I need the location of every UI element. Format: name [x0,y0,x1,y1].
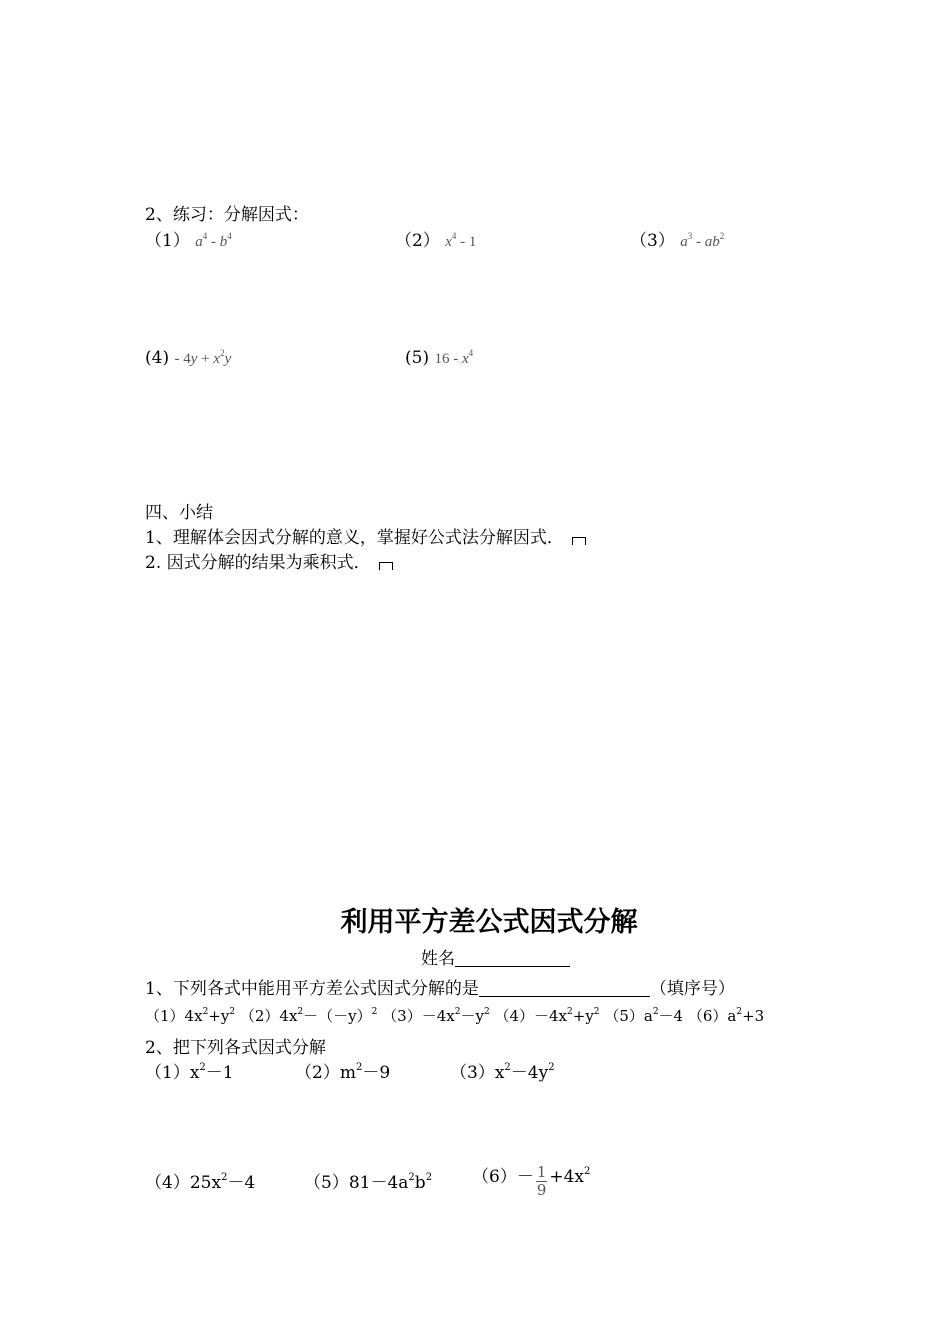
exercise-heading: 2、练习：分解因式： [145,205,309,225]
q2-item-2: $(2)m^2-9$ [295,1062,391,1083]
option-2: $(2)4x^2-(-y)^2$ [239,1007,378,1025]
paragraph-mark-icon [379,562,393,570]
option-3: $(3)-4x^2-y^2$ [382,1007,490,1025]
item-expression: - $4y + x^2y$ [174,348,232,367]
item-label: （3） [630,231,675,251]
item-expression: $a^4 - b^4$ [195,231,232,250]
item-expression: $x^4 - 1$ [445,231,477,250]
paragraph-mark-icon [572,537,586,545]
exercise-item-5 [405,348,473,368]
option-6: $(6)a^2+3$ [687,1007,765,1025]
summary-line-1: 1、理解体会因式分解的意义，掌握好公式法分解因式． [145,523,586,548]
item-label: （1） [145,231,190,251]
worksheet-title: 利用平方差公式因式分解 [340,907,638,938]
exercise-item-3 [630,226,724,251]
q2-item-1: $(1)x^2-1$ [145,1062,234,1083]
option-4: $(4)-4x^2+y^2$ [494,1007,600,1025]
answer-blank[interactable] [479,978,650,997]
exercise-item-1 [145,226,232,251]
fraction: $\frac{1}{9}$ [536,1163,547,1199]
q2-item-4: $(4)25x^2-4$ [145,1172,256,1193]
item-label: （2） [395,231,440,251]
exercise-item-4 [145,348,231,368]
item-label: (5) [405,348,430,368]
summary-line-2: 2. 因式分解的结果为乘积式． [145,548,393,573]
name-label: 姓名 [421,949,455,969]
summary-heading: 四、小结 [145,503,213,523]
option-1: $(1)4x^2+y^2$ [145,1007,236,1025]
q2-item-6: （6）－ $\frac{1}{9}$ $+4x^2$ [472,1163,591,1199]
question-2-heading: 2、把下列各式因式分解 [145,1038,326,1058]
item-expression: $16 - x^4$ [434,348,474,367]
q2-item-3: $(3)x^2-4y^2$ [450,1062,555,1083]
question-1: 1、下列各式中能用平方差公式因式分解的是 （填序号） [145,979,735,999]
item-label: (4) [145,348,170,368]
option-5: $(5)a^2-4$ [604,1007,684,1025]
q2-item-5: $(5)81-4a^2b^2$ [304,1172,433,1193]
name-blank[interactable] [455,948,570,967]
exercise-item-2 [395,226,476,251]
question-1-options [145,1005,764,1026]
name-field [421,944,570,969]
item-expression: $a^3 - ab^2$ [680,231,725,250]
